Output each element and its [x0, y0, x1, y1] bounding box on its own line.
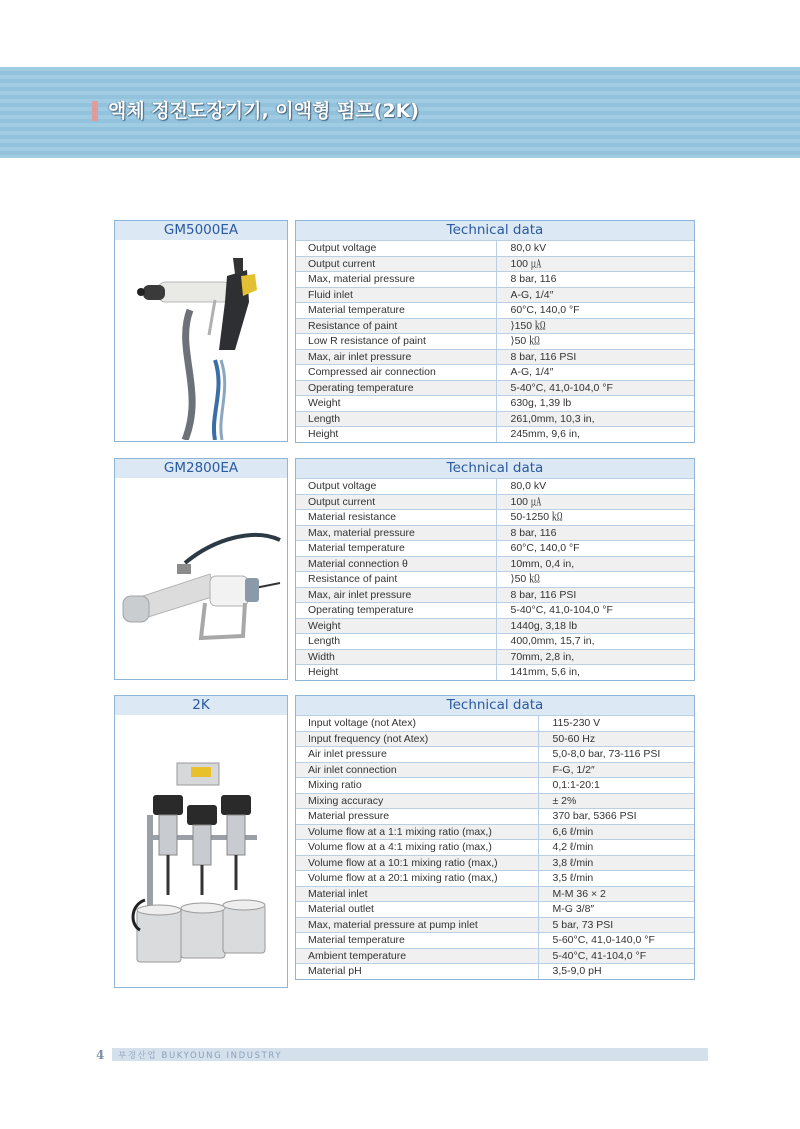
spec-row	[296, 948, 694, 964]
product-image-box	[114, 458, 288, 680]
technical-data-title: Technical data	[296, 696, 694, 715]
spec-value: 5-40°C, 41-104,0 °F	[538, 948, 694, 964]
spec-label: Material connection θ	[296, 556, 496, 572]
spec-value: 8 bar, 116 PSI	[496, 349, 694, 365]
spec-value: 6,6 ℓ/min	[538, 824, 694, 840]
spec-row	[296, 871, 694, 887]
spec-label: Weight	[296, 618, 496, 634]
spec-value: 5-60°C, 41,0-140,0 °F	[538, 933, 694, 949]
spec-row	[296, 855, 694, 871]
spec-label: Output current	[296, 494, 496, 510]
technical-data-title: Technical data	[296, 221, 694, 240]
spec-value: 3,8 ℓ/min	[538, 855, 694, 871]
spec-table	[296, 715, 694, 979]
spec-row	[296, 303, 694, 319]
spec-row	[296, 365, 694, 381]
spec-value: 261,0mm, 10,3 in,	[496, 411, 694, 427]
spec-row	[296, 287, 694, 303]
spec-label: Material outlet	[296, 902, 538, 918]
spec-row	[296, 747, 694, 763]
spec-row	[296, 241, 694, 257]
spec-label: Material pressure	[296, 809, 538, 825]
spec-row	[296, 933, 694, 949]
spec-table	[296, 478, 694, 680]
spec-label: Volume flow at a 1:1 mixing ratio (max,)	[296, 824, 538, 840]
spec-label: Ambient temperature	[296, 948, 538, 964]
automatic-gun-image	[115, 478, 287, 682]
spec-label: Output current	[296, 256, 496, 272]
spec-row	[296, 525, 694, 541]
spec-label: Low R resistance of paint	[296, 334, 496, 350]
spec-value: 1440g, 3,18 lb	[496, 618, 694, 634]
spec-row	[296, 824, 694, 840]
spec-value: 370 bar, 5366 PSI	[538, 809, 694, 825]
spec-label: Air inlet pressure	[296, 747, 538, 763]
spec-label: Material temperature	[296, 303, 496, 319]
spec-row	[296, 665, 694, 680]
page-number: 4	[96, 1048, 105, 1062]
spec-label: Mixing accuracy	[296, 793, 538, 809]
spec-row	[296, 479, 694, 495]
spec-value: 70mm, 2,8 in,	[496, 649, 694, 665]
spec-row	[296, 256, 694, 272]
spec-row	[296, 380, 694, 396]
spec-value: ⟩50 ㏀	[496, 572, 694, 588]
spec-value: 4,2 ℓ/min	[538, 840, 694, 856]
spec-value: 141mm, 5,6 in,	[496, 665, 694, 680]
spec-row	[296, 349, 694, 365]
spec-value: 5-40°C, 41,0-104,0 °F	[496, 603, 694, 619]
technical-data-table	[295, 220, 695, 443]
spec-row	[296, 541, 694, 557]
spec-value: 100 ㎂	[496, 494, 694, 510]
spec-label: Resistance of paint	[296, 572, 496, 588]
spec-row	[296, 556, 694, 572]
spec-value: A-G, 1/4″	[496, 287, 694, 303]
spec-value: 115-230 V	[538, 716, 694, 732]
spec-label: Max, material pressure	[296, 272, 496, 288]
spec-value: 8 bar, 116 PSI	[496, 587, 694, 603]
spec-row	[296, 917, 694, 933]
technical-data-table	[295, 458, 695, 681]
spec-row	[296, 886, 694, 902]
spec-value: 0,1:1-20:1	[538, 778, 694, 794]
spec-value: ⟩50 ㏀	[496, 334, 694, 350]
spec-label: Material pH	[296, 964, 538, 979]
spec-label: Operating temperature	[296, 380, 496, 396]
spec-label: Length	[296, 411, 496, 427]
spec-row	[296, 964, 694, 979]
spec-table	[296, 240, 694, 442]
spec-row	[296, 494, 694, 510]
spec-value: 50-1250 ㏀	[496, 510, 694, 526]
spec-label: Material temperature	[296, 541, 496, 557]
technical-data-table	[295, 695, 695, 980]
spec-row	[296, 427, 694, 442]
spec-value: M-M 36 × 2	[538, 886, 694, 902]
spec-row	[296, 840, 694, 856]
product-name: GM2800EA	[115, 459, 287, 478]
spec-row	[296, 318, 694, 334]
spec-value: 5 bar, 73 PSI	[538, 917, 694, 933]
spec-row	[296, 603, 694, 619]
spec-value: 630g, 1,39 lb	[496, 396, 694, 412]
spec-value: 3,5-9,0 pH	[538, 964, 694, 979]
spec-label: Material inlet	[296, 886, 538, 902]
spec-value: 60°C, 140,0 °F	[496, 541, 694, 557]
spray-gun-image	[115, 240, 287, 444]
spec-value: M-G 3/8″	[538, 902, 694, 918]
pump-system-image	[115, 715, 287, 990]
spec-label: Resistance of paint	[296, 318, 496, 334]
spec-row	[296, 793, 694, 809]
spec-row	[296, 778, 694, 794]
product-name: GM5000EA	[115, 221, 287, 240]
product-image-box	[114, 695, 288, 988]
spec-label: Length	[296, 634, 496, 650]
spec-row	[296, 411, 694, 427]
spec-label: Volume flow at a 20:1 mixing ratio (max,)	[296, 871, 538, 887]
spec-value: 400,0mm, 15,7 in,	[496, 634, 694, 650]
spec-value: A-G, 1/4″	[496, 365, 694, 381]
product-image-box	[114, 220, 288, 442]
spec-value: 80,0 kV	[496, 241, 694, 257]
spec-label: Output voltage	[296, 479, 496, 495]
spec-value: 3,5 ℓ/min	[538, 871, 694, 887]
spec-value: 8 bar, 116	[496, 272, 694, 288]
spec-label: Material resistance	[296, 510, 496, 526]
product-name: 2K	[115, 696, 287, 715]
spec-row	[296, 649, 694, 665]
spec-label: Max, material pressure at pump inlet	[296, 917, 538, 933]
spec-row	[296, 572, 694, 588]
spec-label: Output voltage	[296, 241, 496, 257]
spec-label: Weight	[296, 396, 496, 412]
spec-value: 5,0-8,0 bar, 73-116 PSI	[538, 747, 694, 763]
spec-label: Input voltage (not Atex)	[296, 716, 538, 732]
spec-row	[296, 396, 694, 412]
spec-label: Height	[296, 427, 496, 442]
spec-label: Compressed air connection	[296, 365, 496, 381]
spec-row	[296, 902, 694, 918]
footer-company: 부경산업 BUKYOUNG INDUSTRY	[118, 1051, 283, 1061]
spec-label: Max, air inlet pressure	[296, 349, 496, 365]
page-title: 액체 정전도장기기, 이액형 펌프(2K)	[108, 100, 419, 122]
technical-data-title: Technical data	[296, 459, 694, 478]
spec-row	[296, 634, 694, 650]
spec-label: Volume flow at a 4:1 mixing ratio (max,)	[296, 840, 538, 856]
spec-value: 100 ㎂	[496, 256, 694, 272]
spec-row	[296, 809, 694, 825]
spec-value: 50-60 Hz	[538, 731, 694, 747]
spec-value: ⟩150 ㏀	[496, 318, 694, 334]
spec-label: Air inlet connection	[296, 762, 538, 778]
spec-row	[296, 510, 694, 526]
spec-value: ± 2%	[538, 793, 694, 809]
spec-label: Material temperature	[296, 933, 538, 949]
spec-label: Input frequency (not Atex)	[296, 731, 538, 747]
spec-label: Operating temperature	[296, 603, 496, 619]
spec-row	[296, 334, 694, 350]
spec-row	[296, 731, 694, 747]
spec-row	[296, 716, 694, 732]
spec-label: Mixing ratio	[296, 778, 538, 794]
spec-row	[296, 618, 694, 634]
spec-value: F-G, 1/2″	[538, 762, 694, 778]
spec-value: 80,0 kV	[496, 479, 694, 495]
spec-row	[296, 762, 694, 778]
spec-value: 5-40°C, 41,0-104,0 °F	[496, 380, 694, 396]
spec-label: Volume flow at a 10:1 mixing ratio (max,)	[296, 855, 538, 871]
spec-label: Max, air inlet pressure	[296, 587, 496, 603]
spec-row	[296, 272, 694, 288]
spec-value: 60°C, 140,0 °F	[496, 303, 694, 319]
spec-value: 8 bar, 116	[496, 525, 694, 541]
spec-row	[296, 587, 694, 603]
spec-label: Height	[296, 665, 496, 680]
spec-label: Width	[296, 649, 496, 665]
spec-label: Max, material pressure	[296, 525, 496, 541]
spec-value: 245mm, 9,6 in,	[496, 427, 694, 442]
spec-value: 10mm, 0,4 in,	[496, 556, 694, 572]
title-accent-bar	[92, 101, 98, 121]
spec-label: Fluid inlet	[296, 287, 496, 303]
